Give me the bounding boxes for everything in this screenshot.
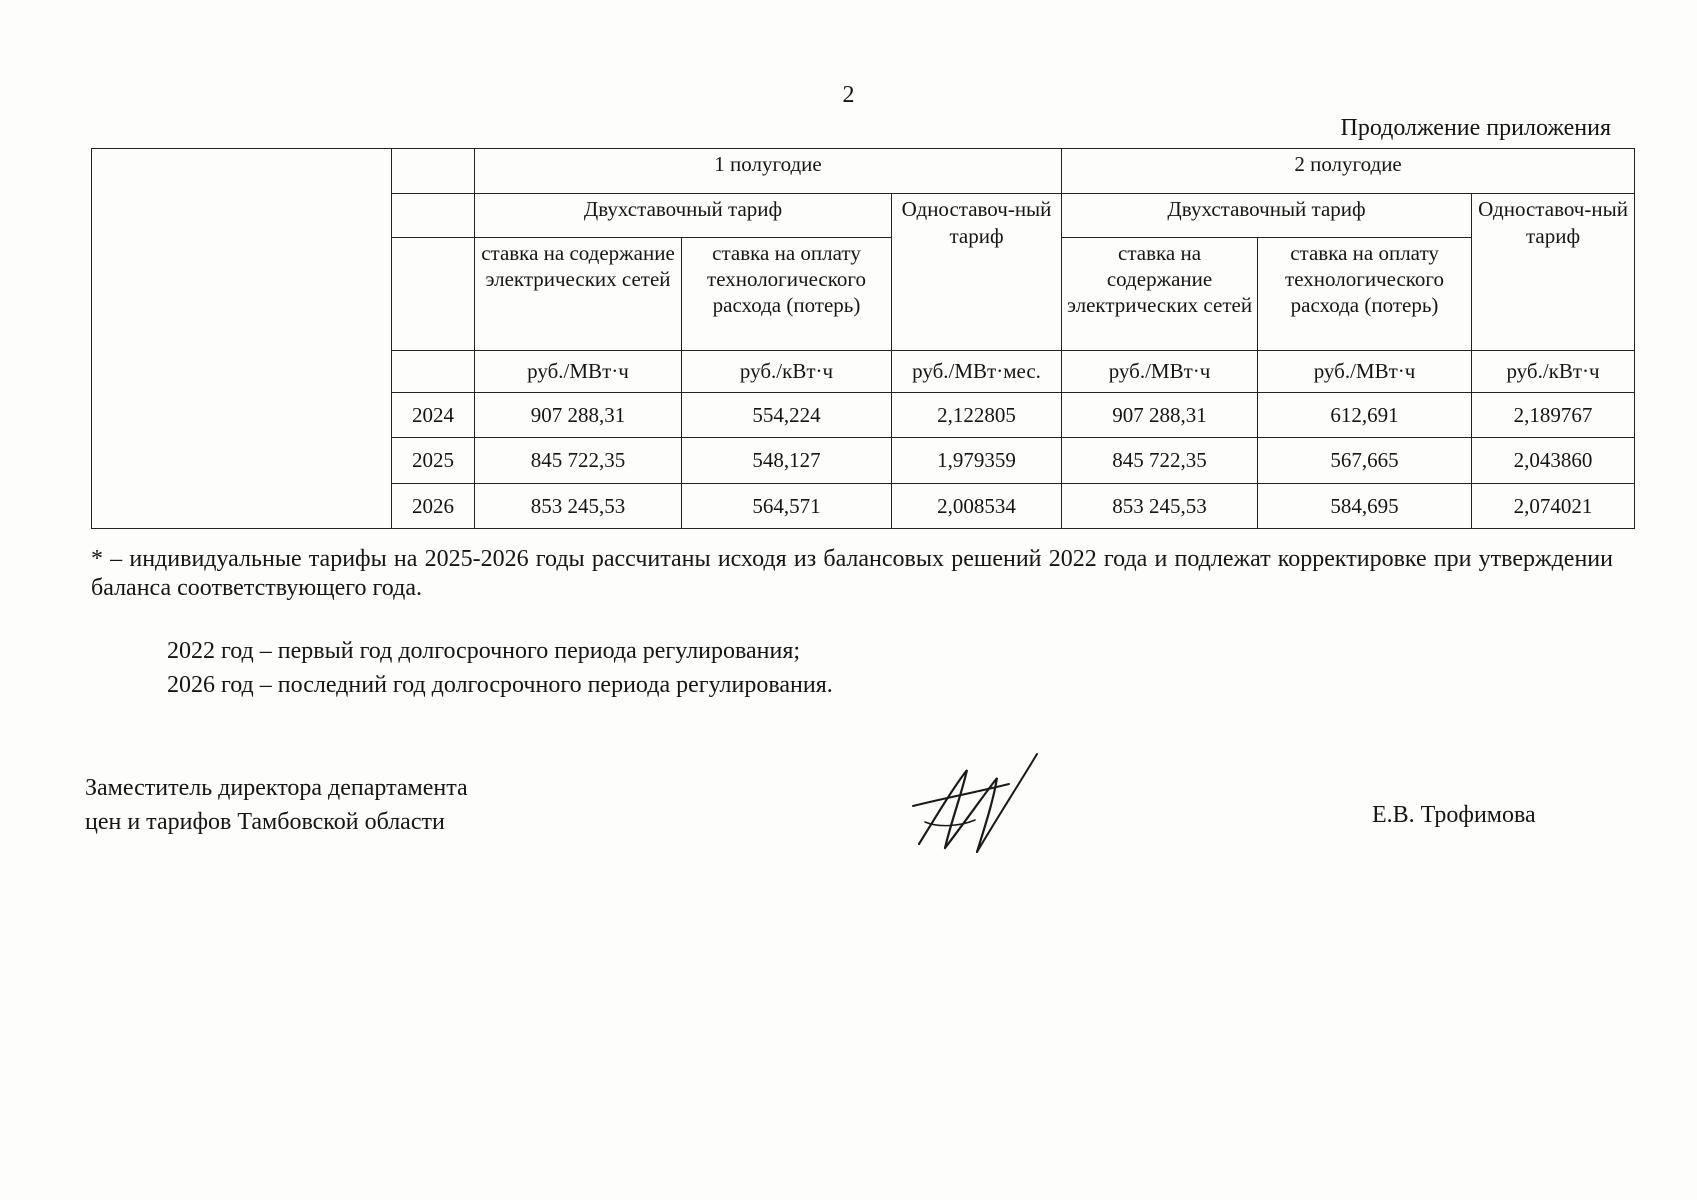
period-note-first: 2022 год – первый год долгосрочного периода регулирования; [167, 638, 801, 664]
h2-maintenance-value: 845 722,35 [1062, 438, 1258, 483]
year-cell: 2025 [392, 438, 475, 483]
page-number: 2 [842, 82, 855, 108]
h1-maintenance-unit: руб./МВт·ч [475, 350, 682, 392]
h1-losses-value: 548,127 [682, 438, 892, 483]
h1-single-rate-header: Одноставоч-ный тариф [892, 194, 1062, 350]
signatory-title-line-1: Заместитель директора департамента [85, 775, 468, 801]
signatory-title-line-2: цен и тарифов Тамбовской области [85, 809, 445, 835]
h1-two-rate-header: Двухставочный тариф [475, 194, 892, 237]
h1-maintenance-value: 853 245,53 [475, 483, 682, 528]
continuation-label: Продолжение приложения [1340, 115, 1611, 141]
h2-single-rate-header: Одноставоч-ный тариф [1472, 194, 1635, 350]
h2-single-value: 2,043860 [1472, 438, 1635, 483]
h2-single-unit: руб./кВт·ч [1472, 350, 1635, 392]
h1-losses-value: 564,571 [682, 483, 892, 528]
h1-losses-value: 554,224 [682, 392, 892, 437]
blank-label-cell [92, 149, 392, 529]
h1-losses-unit: руб./кВт·ч [682, 350, 892, 392]
year-cell: 2026 [392, 483, 475, 528]
h2-losses-unit: руб./МВт·ч [1258, 350, 1472, 392]
handwritten-signature [905, 748, 1045, 858]
h2-two-rate-header: Двухставочный тариф [1062, 194, 1472, 237]
h1-losses-header: ставка на оплату технологического расхода (потерь) [682, 237, 892, 350]
h2-losses-value: 612,691 [1258, 392, 1472, 437]
header-blank-cell [392, 237, 475, 350]
footnote: * – индивидуальные тарифы на 2025-2026 годы рассчитаны исходя из балансовых решений 2022 года и подлежат корректировке при утверждении баланса соответствующего года. [91, 546, 1613, 601]
h1-single-value: 1,979359 [892, 438, 1062, 483]
h1-single-value: 2,008534 [892, 483, 1062, 528]
half-2-header: 2 полугодие [1062, 149, 1635, 194]
h2-single-value: 2,074021 [1472, 483, 1635, 528]
header-blank-cell [392, 194, 475, 237]
h2-losses-value: 584,695 [1258, 483, 1472, 528]
half-1-header: 1 полугодие [475, 149, 1062, 194]
h1-maintenance-header: ставка на содержание электрических сетей [475, 237, 682, 350]
unit-blank-cell [392, 350, 475, 392]
h2-maintenance-value: 853 245,53 [1062, 483, 1258, 528]
h2-losses-value: 567,665 [1258, 438, 1472, 483]
h1-single-unit: руб./МВт·мес. [892, 350, 1062, 392]
h2-maintenance-value: 907 288,31 [1062, 392, 1258, 437]
h1-maintenance-value: 845 722,35 [475, 438, 682, 483]
year-cell: 2024 [392, 392, 475, 437]
h2-single-value: 2,189767 [1472, 392, 1635, 437]
signatory-name: Е.В. Трофимова [1372, 802, 1536, 828]
period-note-last: 2026 год – последний год долгосрочного периода регулирования. [167, 672, 833, 698]
h1-maintenance-value: 907 288,31 [475, 392, 682, 437]
tariff-table [91, 148, 1635, 529]
header-blank-cell [392, 149, 475, 194]
h2-maintenance-unit: руб./МВт·ч [1062, 350, 1258, 392]
h2-maintenance-header: ставка на содержание электрических сетей [1062, 237, 1258, 350]
h1-single-value: 2,122805 [892, 392, 1062, 437]
h2-losses-header: ставка на оплату технологического расхода (потерь) [1258, 237, 1472, 350]
